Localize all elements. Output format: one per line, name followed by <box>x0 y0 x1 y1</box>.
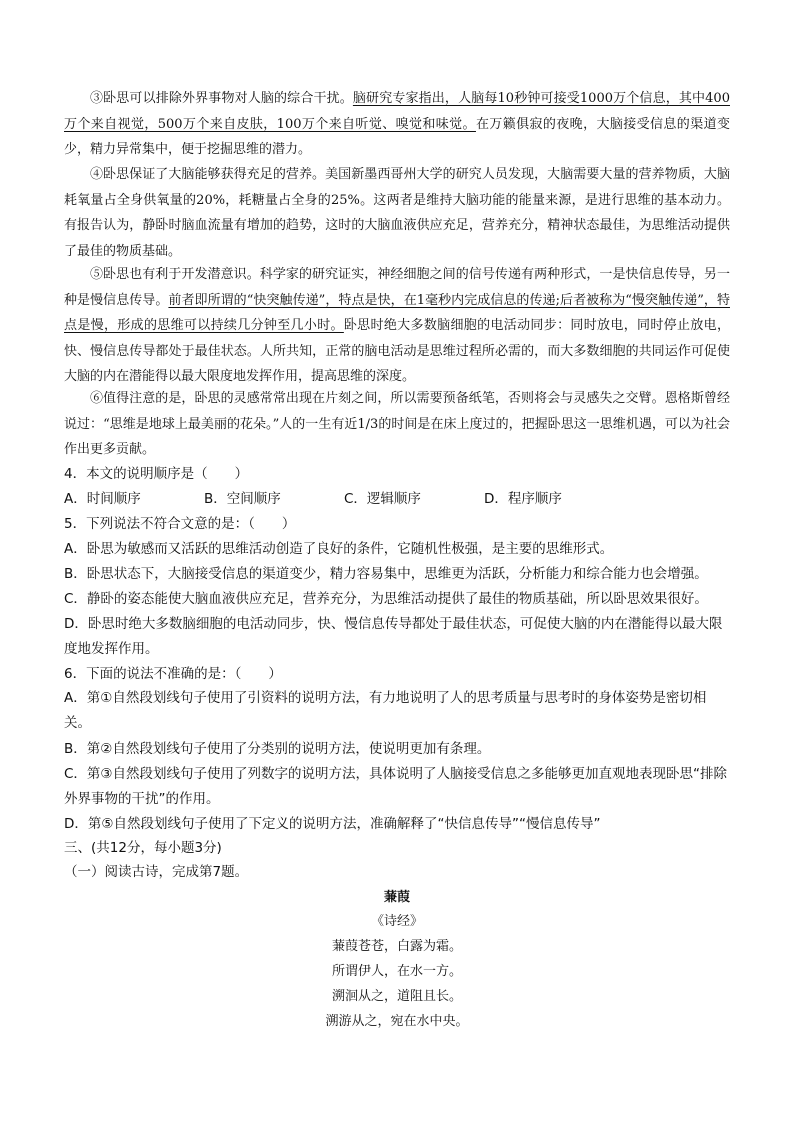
question-6-option-d: D．第⑤自然段划线句子使用了下定义的说明方法，准确解释了“快信息传导”“慢信息传导” <box>64 816 601 832</box>
question-4-option-b: B．空间顺序 <box>204 491 281 507</box>
poem-line: 溯游从之，宛在水中央。 <box>325 1014 469 1029</box>
question-6-option-b: B．第②自然段划线句子使用了分类别的说明方法，使说明更加有条理。 <box>64 741 491 757</box>
poem-source: 《诗经》 <box>370 914 423 929</box>
poem-title: 蒹葭 <box>383 890 410 905</box>
section-3-subheading: （一）阅读古诗，完成第7题。 <box>64 864 249 880</box>
question-5-option-a: A．卧思为敏感而又活跃的思维活动创造了良好的条件，它随机性极强，是主要的思维形式。 <box>64 541 614 557</box>
poem-line: 蒹葭苍苍，白露为霜。 <box>331 939 462 954</box>
paragraph-3-underlined-sentence: 脑研究专家指出，人脑每10秒钟可接受1000万个信息，其中400万个来自视觉，500万个来自皮肤，100万个来自听觉、嗅觉和味觉。 <box>64 91 730 132</box>
paragraph-5-lead: ⑤卧思也有利于开发潜意识。科学家的研究证实，神经细胞之间的信号传递有两种形式，一是快信息传导，另一种是慢信息传导。 <box>64 267 730 308</box>
paragraph-6: ⑥值得注意的是，卧思的灵感常常出现在片刻之间，所以需要预备纸笔，否则将会与灵感失之交臂。恩格斯曾经说过：“思维是地球上最美丽的花朵。”人的一生有近1/3的时间是在床上度过的，把握卧思这一思维机遇，可以为社会作出更多贡献。 <box>64 391 730 457</box>
question-6-option-c: C．第③自然段划线句子使用了列数字的说明方法，具体说明了人脑接受信息之多能够更加直观地表现卧思“排除外界事物的干扰”的作用。 <box>64 766 728 807</box>
poem-line: 溯洄从之，道阻且长。 <box>331 989 462 1004</box>
question-4-option-d: D．程序顺序 <box>484 491 562 507</box>
question-5-stem: 5．下列说法不符合文意的是：（ ） <box>64 516 296 532</box>
question-5-option-c: C．静卧的姿态能使大脑血液供应充足，营养充分，为思维活动提供了最佳的物质基础，所以卧思效果很好。 <box>64 591 708 607</box>
poem-line: 所谓伊人，在水一方。 <box>331 964 462 979</box>
paragraph-3-lead: ③卧思可以排除外界事物对人脑的综合干扰。 <box>90 91 353 106</box>
question-5-option-d: D．卧思时绝大多数脑细胞的电活动同步，快、慢信息传导都处于最佳状态，可促使大脑的内在潜能得以最大限度地发挥作用。 <box>64 616 723 657</box>
question-6-stem: 6．下面的说法不准确的是：（ ） <box>64 666 282 682</box>
paragraph-5-tail: 卧思时绝大多数脑细胞的电活动同步：同时放电，同时停止放电，快、慢信息传导都处于最佳状态。人所共知，正常的脑电活动是思维过程所必需的，而大多数细胞的共同运作可促使大脑的内在潜能得以最大限度地发挥作用，提高思维的深度。 <box>64 318 730 384</box>
question-4-option-a: A．时间顺序 <box>64 491 141 507</box>
question-5-option-b: B．卧思状态下，大脑接受信息的渠道变少，精力容易集中，思维更为活跃，分析能力和综合能力也会增强。 <box>64 566 708 582</box>
question-4-stem: 4．本文的说明顺序是（ ） <box>64 466 249 482</box>
paragraph-5-underlined-sentence: 前者即所谓的“快突触传递”，特点是快，在1毫秒内完成信息的传递;后者被称为“慢突触传递”，特点是慢，形成的思维可以持续几分钟至几小时。 <box>64 292 730 333</box>
question-6-option-a: A．第①自然段划线句子使用了引资料的说明方法，有力地说明了人的思考质量与思考时的身体姿势是密切相关。 <box>64 690 707 731</box>
question-4-option-c: C．逻辑顺序 <box>344 491 421 507</box>
section-3-heading: 三、(共12分，每小题3分) <box>64 840 222 856</box>
paragraph-3-tail: 在万籁俱寂的夜晚，大脑接受信息的渠道变少，精力异常集中，便于挖掘思维的潜力。 <box>64 116 730 157</box>
paragraph-4: ④卧思保证了大脑能够获得充足的营养。美国新墨西哥州大学的研究人员发现，大脑需要大量的营养物质，大脑耗氧量占全身供氧量的20%，耗糖量占全身的25%。这两者是维持大脑功能的能量来源，是进行思维的基本动力。有报告认为，静卧时脑血流量有增加的趋势，这时的大脑血液供应充足，营养充分，精神状态最佳，为思维活动提供了最佳的物质基础。 <box>64 167 730 259</box>
paragraph-3 <box>64 86 730 163</box>
paragraph-5 <box>64 262 730 390</box>
